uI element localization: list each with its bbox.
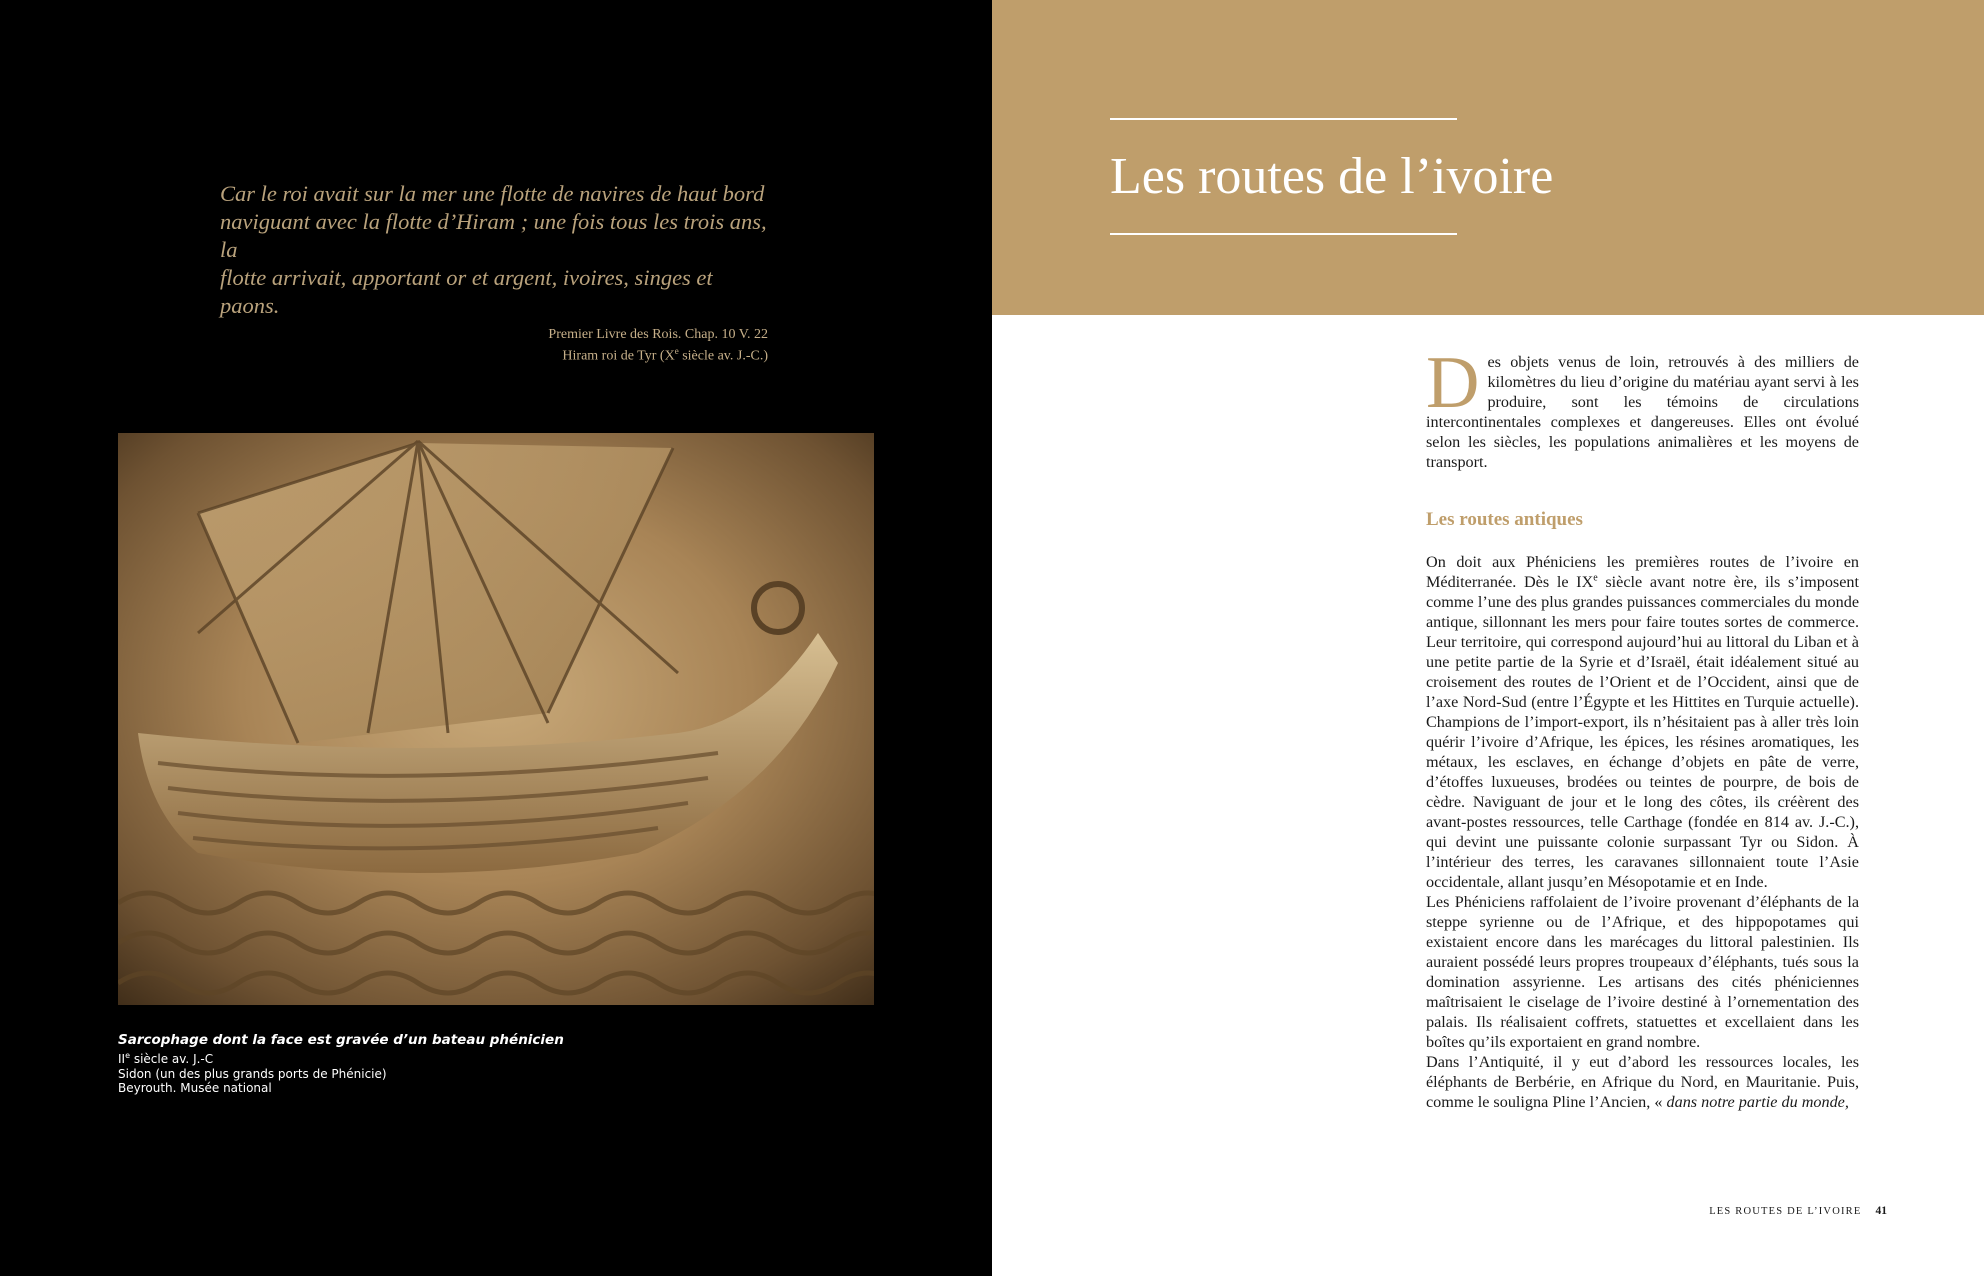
ship-relief-illustration xyxy=(118,433,874,1005)
running-title: LES ROUTES DE L’IVOIRE xyxy=(1709,1206,1862,1217)
chapter-banner xyxy=(992,0,1984,315)
caption-title: Sarcophage dont la face est gravée d’un bateau phénicien xyxy=(118,1032,564,1048)
photo-caption xyxy=(118,1031,818,1096)
drop-cap: D xyxy=(1426,342,1480,424)
caption-superscript: e xyxy=(125,1051,130,1060)
epigraph xyxy=(220,180,768,365)
body-column xyxy=(1426,342,1860,1112)
page-number: 41 xyxy=(1875,1205,1887,1217)
right-page xyxy=(992,0,1984,1276)
epigraph-source-line xyxy=(220,343,768,365)
epigraph-quote: Car le roi avait sur la mer une flotte de navires de haut bord naviguant avec la flotte d’Hiram ; une fois tous les trois ans, la flotte arrivait, apportant or et argent, ivoires, singes et paons. xyxy=(220,181,767,318)
intro-paragraph xyxy=(1426,342,1859,472)
epigraph-source xyxy=(220,326,768,365)
source-text: siècle av. J.-C.) xyxy=(678,348,768,364)
paragraph-italic-quote: dans notre partie du monde, xyxy=(1666,1093,1849,1111)
caption-line xyxy=(118,1049,818,1067)
body-paragraph: Les Phéniciens raffolaient de l’ivoire provenant d’éléphants de la steppe syrienne ou de l’Afrique, et des hippopotames qui existaient encore dans les marécages du littoral palestinien. Ils auraient possédé leurs propres troupeaux d’éléphants, tués sous la domination assyrienne. Les artisans des cités phéniciennes maîtrisaient le ciselage de l’ivoire destiné à l’ornementation des palais. Ils réalisaient coffrets, statuettes et excellaient dans les boîtes qu’ils exportaient en grand nombre. xyxy=(1426,893,1859,1051)
caption-text: siècle av. J.-C xyxy=(130,1052,214,1066)
title-rule-top xyxy=(1110,118,1457,120)
caption-line: Beyrouth. Musée national xyxy=(118,1081,272,1095)
body-paragraph xyxy=(1426,552,1859,892)
paragraph-text: siècle avant notre ère, ils s’imposent comme l’une des plus grandes puissances commerciales du monde antique, sillonnant les mers pour faire toutes sortes de commerce. Leur territoire, qui correspond aujourd’hui au littoral du Liban et à une petite partie de la Syrie et d’Israël, était idéalement situé au croisement des routes de l’Orient et de l’Occident, ainsi que de l’axe Nord-Sud (entre l’Égypte et les Hittites en Turquie actuelle). Champions de l’import-export, ils n’hésitaient pas à aller très loin quérir l’ivoire d’Afrique, les épices, les résines aromatiques, les métaux, les esclaves, en échange d’objets en pâte de verre, d’étoffes luxueuses, brodées ou teintes de pourpre, de bois de cèdre. Naviguant de jour et le long des côtes, ils créèrent des avant-postes ressources, telle Carthage (fondée en 814 av. J.-C.), qui devint une puissante colonie surpassant Tyr ou Sidon. À l’intérieur des terres, les caravanes sillonnaient toute l’Asie occidentale, allant jusqu’en Mésopotamie et en Inde. xyxy=(1426,573,1860,891)
title-rule-bottom xyxy=(1110,233,1457,235)
intro-text: es objets venus de loin, retrouvés à des milliers de kilomètres du lieu d’origine du matériau ayant servi à les produire, sont les témoins de circulations intercontinentales complexes et dangereuses. Elles ont évolué selon les siècles, les populations animalières et les moyens de transport. xyxy=(1426,353,1859,471)
paragraph-text: Dans l’Antiquité, il y eut d’abord les ressources locales, les éléphants de Berbérie, en Afrique du Nord, en Mauritanie. Puis, comme le souligna Pline l’Ancien, « xyxy=(1426,1053,1859,1111)
body-paragraph xyxy=(1426,1052,1859,1112)
paragraph-text: On doit aux Phéniciens les premières routes de l’ivoire en Méditerranée. Dès le IX xyxy=(1426,553,1859,591)
caption-text: II xyxy=(118,1052,126,1066)
section-heading: Les routes antiques xyxy=(1426,509,1583,530)
caption-line: Sidon (un des plus grands ports de Phénicie) xyxy=(118,1066,387,1081)
source-text: Hiram roi de Tyr (X xyxy=(562,348,675,364)
chapter-title: Les routes de l’ivoire xyxy=(1110,148,1554,205)
paragraph-superscript: e xyxy=(1593,572,1598,584)
source-superscript: e xyxy=(674,346,679,356)
running-footer xyxy=(1687,1201,1887,1219)
phoenician-ship-relief-photo xyxy=(118,433,874,1005)
epigraph-source-line: Premier Livre des Rois. Chap. 10 V. 22 xyxy=(548,327,768,342)
